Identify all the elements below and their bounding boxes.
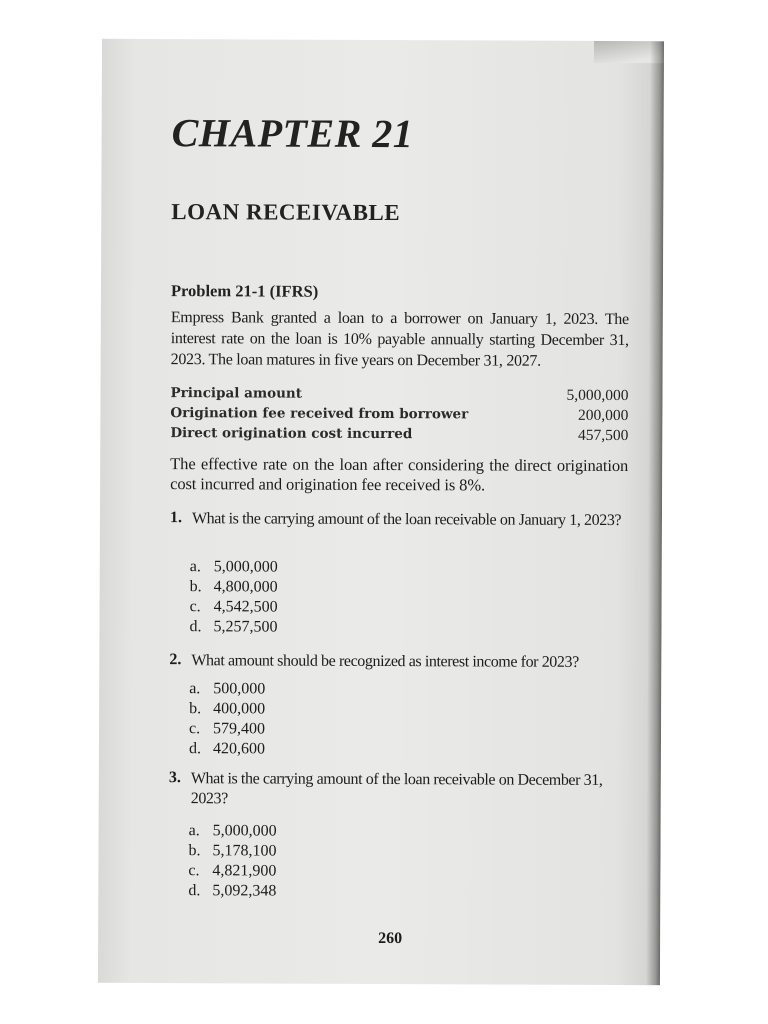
- origination-fee-row: [170, 405, 628, 427]
- question-number: 3.: [168, 769, 181, 787]
- principal-value: 5,000,000: [566, 386, 629, 405]
- page-edge-shadow: [646, 41, 664, 985]
- question-text: What is the carrying amount of the loan receivable on December 31, 2023?: [190, 770, 603, 808]
- effective-rate-note: The effective rate on the loan after considering the direct origination cost incurred and origination fee received is 8%.: [170, 454, 629, 495]
- choice-item: [190, 597, 278, 617]
- choice-letter: c.: [189, 720, 201, 738]
- choice-letter: a.: [189, 558, 201, 576]
- choice-value: 5,000,000: [212, 822, 277, 840]
- choice-list: [189, 557, 277, 637]
- chapter-title: CHAPTER 21: [171, 110, 414, 157]
- choice-value: 5,178,100: [212, 842, 277, 860]
- principal-label: Principal amount: [170, 385, 303, 402]
- choice-letter: b.: [189, 700, 202, 718]
- choice-value: 5,257,500: [213, 618, 278, 636]
- question-1: [169, 509, 628, 636]
- question-3: [168, 769, 627, 900]
- choice-value: 4,821,900: [212, 862, 277, 880]
- choice-list: [188, 821, 276, 901]
- problem-intro: Empress Bank granted a loan to a borrower on January 1, 2023. The interest rate on the loan is 10% payable annually starting December 31, 2023. The loan matures in five years on December 31, 2027.: [170, 309, 629, 370]
- principal-row: [170, 385, 628, 407]
- origination-cost-label: Direct origination cost incurred: [170, 425, 413, 443]
- question-number: 1.: [169, 509, 183, 527]
- choice-letter: d.: [188, 882, 201, 900]
- choice-letter: a.: [189, 680, 201, 698]
- origination-fee-value: 200,000: [578, 406, 629, 425]
- choice-item: [190, 557, 278, 577]
- choice-item: [189, 739, 265, 759]
- choice-item: [189, 617, 277, 637]
- choice-value: 4,800,000: [213, 578, 278, 596]
- choice-item: [188, 841, 276, 861]
- origination-cost-row: [170, 425, 628, 447]
- origination-fee-label: Origination fee received from borrower: [170, 405, 469, 423]
- problem-title: Problem 21-1 (IFRS): [170, 281, 319, 301]
- choice-letter: d.: [189, 618, 202, 636]
- choice-value: 500,000: [213, 680, 266, 698]
- choice-letter: b.: [188, 842, 201, 860]
- question-text: What amount should be recognized as interest income for 2023?: [191, 652, 579, 671]
- choice-item: [189, 719, 265, 739]
- choice-item: [190, 577, 278, 597]
- choice-letter: b.: [189, 578, 202, 596]
- book-page: [98, 39, 664, 985]
- choice-letter: d.: [188, 740, 202, 758]
- page-content: [168, 39, 632, 948]
- question-text: What is the carrying amount of the loan receivable on January 1, 2023?: [191, 510, 622, 530]
- choice-item: [188, 881, 276, 901]
- choice-letter: c.: [188, 862, 200, 880]
- choice-value: 5,000,000: [213, 558, 278, 576]
- choice-item: [189, 821, 277, 841]
- choice-value: 5,092,348: [212, 882, 277, 900]
- choice-item: [188, 861, 276, 881]
- section-title: LOAN RECEIVABLE: [171, 199, 401, 226]
- choice-list: [189, 679, 265, 759]
- question-number: 2.: [169, 651, 182, 669]
- choice-value: 4,542,500: [213, 598, 278, 616]
- choice-value: 400,000: [213, 700, 266, 718]
- choice-value: 579,400: [213, 720, 266, 738]
- choice-letter: a.: [188, 822, 200, 840]
- choice-letter: c.: [189, 598, 201, 616]
- choice-value: 420,600: [212, 740, 266, 758]
- origination-cost-value: 457,500: [577, 426, 629, 445]
- page-number: 260: [378, 929, 403, 948]
- question-2: [169, 651, 627, 758]
- choice-item: [189, 679, 265, 699]
- choice-item: [189, 699, 265, 719]
